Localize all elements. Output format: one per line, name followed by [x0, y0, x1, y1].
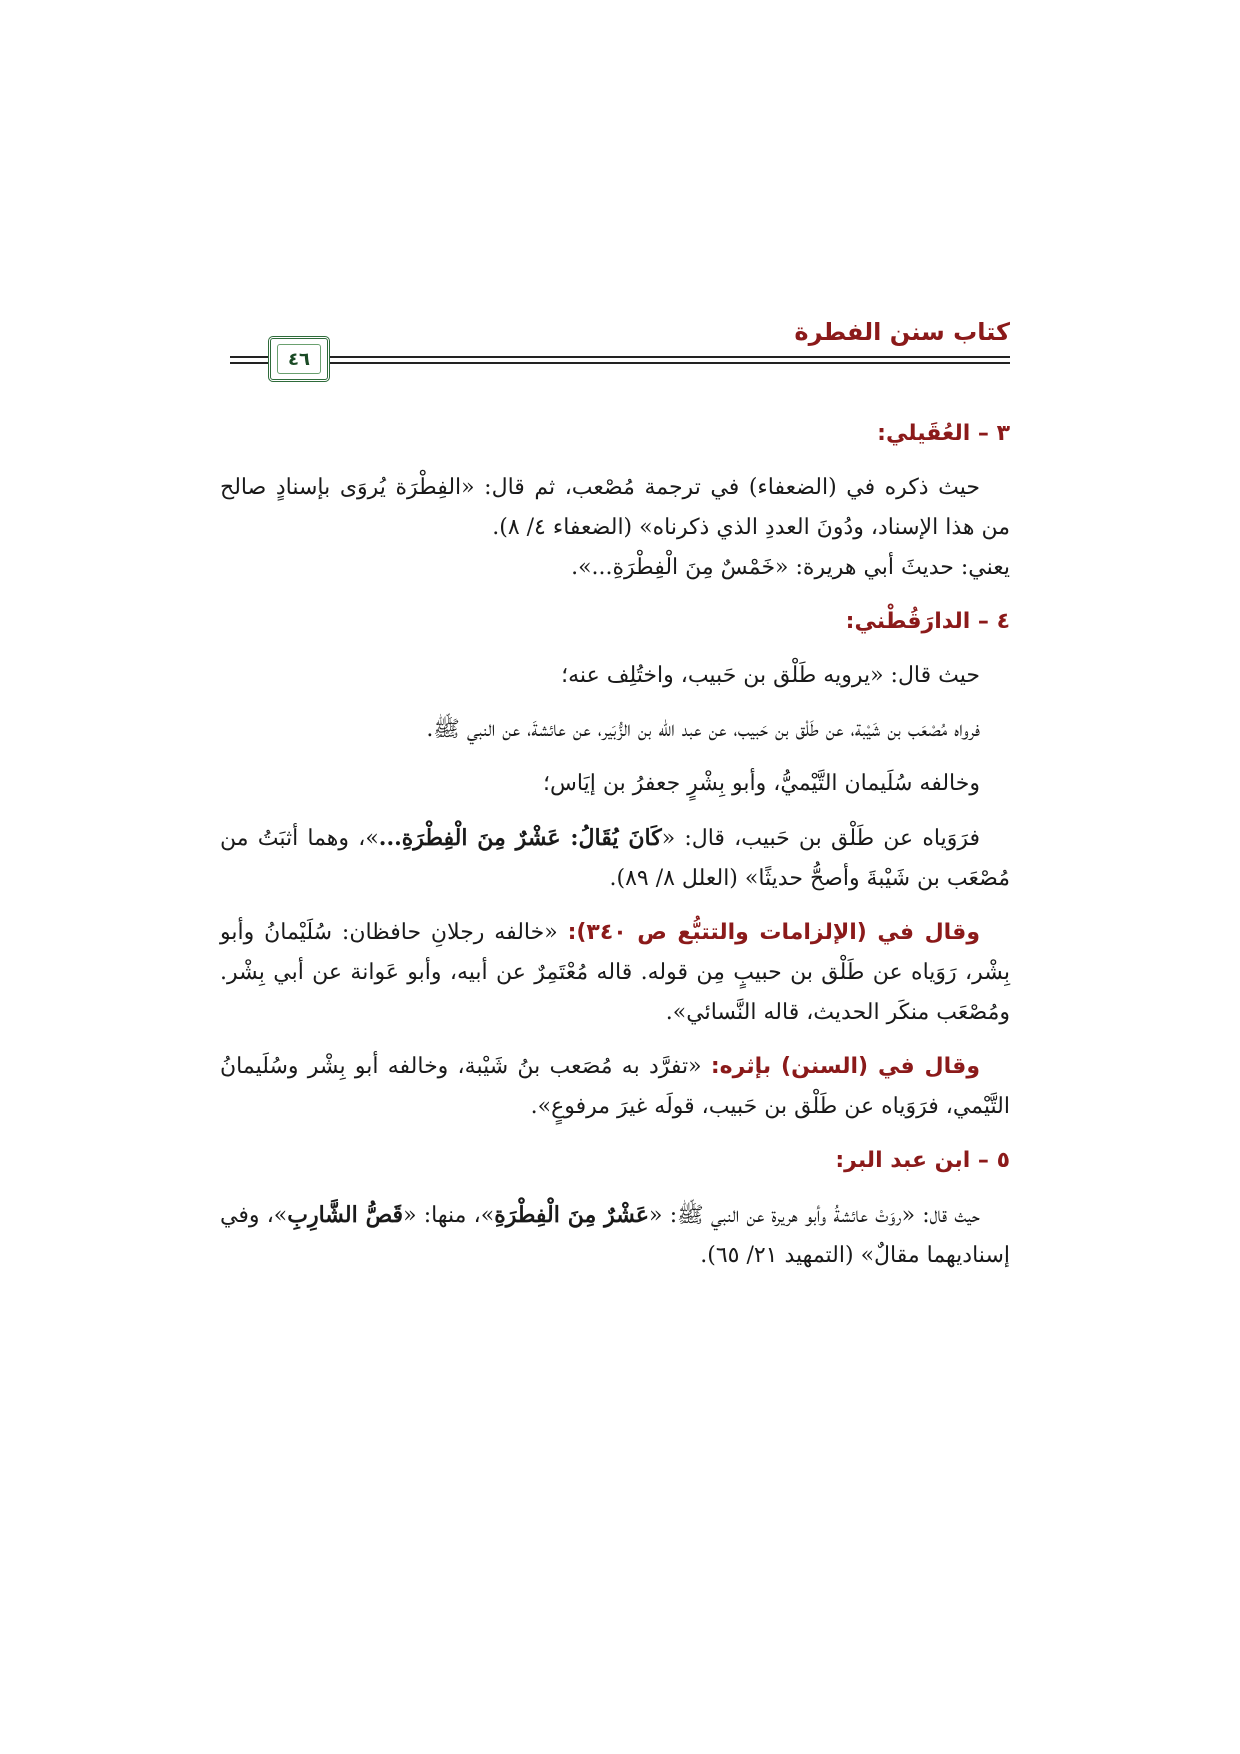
paragraph: حيث قال: «يرويه طَلْق بن حَبيب، واختُلِف عنه؛: [561, 663, 980, 688]
paragraph: يعني: حديثَ أبي هريرة: «خَمْسٌ مِنَ الْفِطْرَةِ...».: [571, 555, 1010, 580]
citation-lead: وقال في (السنن) بإثره:: [710, 1054, 980, 1079]
header-rule-bottom: [230, 362, 1010, 364]
text-run: »، وهما أثبَتُ من مُصْعَب بن شَيْبةَ وأصحُّ حديثًا» (العلل ٨/ ٨٩).: [220, 826, 1010, 891]
quoted-hadith: عَشْرٌ مِنَ الْفِطْرَةِ: [494, 1202, 650, 1228]
text-run: فرَوَياه عن طَلْق بن حَبيب، قال: «: [661, 826, 981, 851]
section-heading-daraqutni: ٤ – الدارَقُطْني:: [845, 609, 1010, 634]
paragraph: حيث ذكره في (الضعفاء) في ترجمة مُصْعب، ثم قال: «الفِطْرَة يُروَى بإسنادٍ صالح من هذا الإسناد، ودُونَ العددِ الذي ذكرناه» (الضعفاء ٤/ ٨).: [220, 475, 1010, 540]
text-run: حيث قال: «روَتْ عائشةُ وأبو هريرة عن النبي ﷺ: «: [649, 1203, 980, 1228]
page-header: [230, 318, 1010, 388]
section-heading-ibn-abd-al-barr: ٥ – ابن عبد البر:: [835, 1148, 1010, 1173]
paragraph: [220, 1047, 1010, 1127]
paragraph: [220, 818, 1010, 899]
text-run: «خالفه رجلانِ حافظان: سُلَيْمانُ وأبو بِشْر، رَوَياه عن طَلْق بن حبيبٍ مِن قوله. قاله مُعْتَمِرٌ عن أبيه، وأبو عَوانة عن أبي بِشْر. ومُصْعَب منكَر الحديث، قاله النَّسائي».: [220, 920, 1010, 1025]
page-number: ٤٦: [277, 344, 321, 374]
quoted-hadith: كَانَ يُقَالُ: عَشْرٌ مِنَ الْفِطْرَةِ...: [378, 825, 662, 851]
book-title: كتاب سنن الفطرة: [794, 318, 1010, 346]
paragraph: [220, 1195, 1010, 1276]
header-rule-top: [230, 356, 1010, 358]
text-run: »، منها: «: [403, 1203, 495, 1228]
paragraph: فرواه مُصْعَب بن شَيْبة، عن طَلْق بن حَبيب، عن عبد الله بن الزُّبَير، عن عائشةَ، عن النبي ﷺ.: [426, 717, 980, 742]
text-run: »، وفي إسناديهما مقالٌ» (التمهيد ٢١/ ٦٥).: [220, 1203, 1010, 1268]
paragraph: [220, 913, 1010, 1033]
section-heading-uqaili: ٣ – العُقَيلي:: [877, 421, 1010, 446]
page-body: [220, 410, 1010, 1290]
citation-lead: وقال في (الإلزامات والتتبُّع ص ٣٤٠):: [567, 920, 980, 945]
text-run: «تفرَّد به مُصَعب بنُ شَيْبة، وخالفه أبو بِشْر وسُلَيمانُ التَّيْمي، فرَوَياه عن طَلْق بن حَبيب، قولَه غيرَ مرفوعٍ».: [220, 1054, 1010, 1119]
paragraph: وخالفه سُلَيمان التَّيْميُّ، وأبو بِشْرٍ جعفرُ بن إيَاس؛: [543, 771, 980, 796]
page-number-badge: [268, 336, 330, 382]
quoted-hadith: قَصُّ الشَّارِبِ: [287, 1202, 404, 1228]
